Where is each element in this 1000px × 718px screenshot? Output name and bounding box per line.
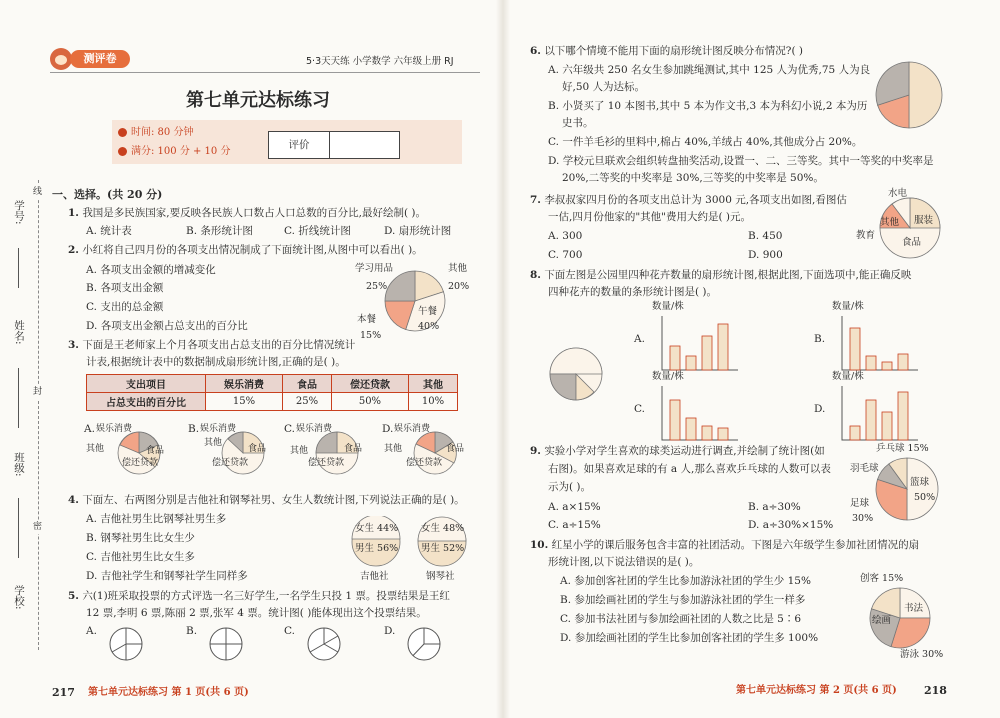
q2-label-breakfast: 本餐 bbox=[357, 314, 377, 325]
option-d[interactable]: D. 900 bbox=[748, 249, 783, 261]
option-a[interactable]: A. a×15% bbox=[548, 501, 601, 513]
guitar-girl-label: 女生 44% bbox=[355, 523, 399, 534]
margin-rule bbox=[18, 248, 19, 288]
option-a[interactable]: A. 六年级共 250 名女生参加跳绳测试,其中 125 人为优秀,75 人为良 bbox=[548, 64, 871, 76]
header-rule bbox=[50, 72, 480, 73]
option-letter: C. bbox=[634, 403, 645, 415]
q10-label-calligraphy: 书法 bbox=[904, 603, 924, 614]
clock-icon bbox=[118, 128, 127, 137]
table-cell: 25% bbox=[282, 393, 331, 411]
table-header: 食品 bbox=[282, 375, 331, 393]
option-b[interactable]: B. 450 bbox=[748, 230, 783, 242]
option-d[interactable]: D. 学校元旦联欢会组织转盘抽奖活动,设置一、二、三等奖。其中一等奖的中奖率是 bbox=[548, 155, 934, 167]
bar bbox=[882, 412, 892, 440]
page-title: 第七单元达标练习 bbox=[186, 90, 330, 111]
option-b[interactable]: B. 条形统计图 bbox=[186, 225, 253, 237]
option-a-line2: 好,50 人为达标。 bbox=[562, 81, 646, 93]
table-header: 其他 bbox=[408, 375, 457, 393]
option-letter: B. bbox=[814, 333, 826, 345]
q9-label-basketball: 篮球 bbox=[910, 477, 930, 488]
q3-option-a[interactable]: A. 娱乐消费 其他 食品 偿还贷款 bbox=[82, 420, 182, 478]
q7-label-food: 食品 bbox=[902, 237, 922, 248]
y-axis-label: 数量/株 bbox=[832, 301, 864, 312]
piano-club-label: 钢琴社 bbox=[426, 571, 455, 582]
mascot-icon bbox=[50, 48, 72, 70]
option-letter: D. bbox=[814, 403, 826, 415]
table-cell: 10% bbox=[408, 393, 457, 411]
option-c[interactable]: C. 吉他社男生比女生多 bbox=[86, 551, 195, 563]
margin-feng: 封 bbox=[33, 387, 43, 397]
footer-right-text: 第七单元达标练习 第 2 页(共 6 页) bbox=[736, 685, 897, 696]
option-b[interactable]: B. 各项支出金额 bbox=[86, 282, 164, 294]
guitar-boy-label: 男生 56% bbox=[355, 543, 399, 554]
q9-label-football-pct: 30% bbox=[852, 513, 874, 524]
table-header: 娱乐消费 bbox=[206, 375, 283, 393]
q9-label-basketball-pct: 50% bbox=[914, 492, 936, 503]
q10-label-painting: 绘画 bbox=[872, 615, 892, 626]
option-c[interactable]: C. 一件羊毛衫的里料中,棉占 40%,羊绒占 40%,其他成分占 20%。 bbox=[548, 136, 863, 148]
q9-label-pingpong: 乒乓球 15% bbox=[876, 443, 929, 454]
question-9-line2: 右图)。如果喜欢足球的有 a 人,那么喜欢乒乓球的人数可以表 bbox=[548, 463, 831, 475]
bar-chart bbox=[840, 386, 920, 442]
question-9: 9. 实验小学对学生喜欢的球类运动进行调查,并绘制了统计图(如 bbox=[530, 445, 825, 457]
q3-option-d[interactable]: D. 娱乐消费 其他 食品 偿还贷款 bbox=[380, 420, 480, 478]
table-row-label: 占总支出的百分比 bbox=[87, 393, 206, 411]
option-a[interactable]: A. 统计表 bbox=[86, 225, 132, 237]
question-10: 10. 红星小学的课后服务包含丰富的社团活动。下图是六年级学生参加社团情况的扇 bbox=[530, 539, 920, 551]
bar bbox=[702, 336, 712, 370]
bar bbox=[898, 354, 908, 370]
full-score: 满分: 100 分 + 10 分 bbox=[131, 146, 231, 157]
bar bbox=[866, 356, 876, 370]
question-5: 5. 六(1)班采取投票的方式评选一名三好学生,一名学生只投 1 票。投票结果是王红 bbox=[68, 590, 450, 602]
table-cell: 50% bbox=[331, 393, 408, 411]
bar bbox=[898, 392, 908, 440]
question-4: 4. 下面左、右两图分别是吉他社和钢琴社男、女生人数统计图,下列说法正确的是( )。 bbox=[68, 494, 465, 506]
option-a[interactable]: A. 参加创客社团的学生比参加游泳社团的学生少 15% bbox=[560, 575, 811, 587]
series-label: 5·3天天练 小学数学 六年级上册 RJ bbox=[306, 56, 454, 67]
q5-option-d[interactable]: D. bbox=[384, 624, 464, 664]
test-badge: 测评卷 bbox=[70, 50, 130, 68]
option-b[interactable]: B. 小贤买了 10 本图书,其中 5 本为作文书,3 本为科幻小说,2 本为历 bbox=[548, 100, 868, 112]
q8-option-c[interactable] bbox=[620, 371, 740, 442]
piano-girl-label: 女生 48% bbox=[421, 523, 465, 534]
bar bbox=[850, 426, 860, 440]
margin-rule bbox=[18, 368, 19, 428]
q9-label-football: 足球 bbox=[850, 498, 870, 509]
eval-label: 评价 bbox=[269, 132, 330, 158]
q9-label-badminton: 羽毛球 bbox=[850, 463, 879, 474]
q2-label-other-pct: 20% bbox=[448, 281, 470, 292]
q2-label-lunch-pct: 40% bbox=[418, 321, 440, 332]
y-axis-label: 数量/株 bbox=[652, 301, 684, 312]
option-d[interactable]: D. 参加绘画社团的学生比参加创客社团的学生多 100% bbox=[560, 632, 819, 644]
option-d[interactable]: D. 各项支出金额占总支出的百分比 bbox=[86, 320, 248, 332]
q5-option-c[interactable]: C. bbox=[284, 624, 364, 664]
option-d[interactable]: D. a÷30%×15% bbox=[748, 519, 834, 531]
option-a[interactable]: A. 吉他社男生比钢琴社男生多 bbox=[86, 513, 227, 525]
q8-option-a[interactable] bbox=[620, 301, 740, 372]
question-8: 8. 下面左图是公园里四种花卉数量的扇形统计图,根据此图,下面选项中,能正确反映 bbox=[530, 269, 912, 281]
q3-option-b[interactable]: B. 娱乐消费 其他 食品 偿还贷款 bbox=[186, 420, 286, 478]
evaluation-box[interactable] bbox=[268, 131, 400, 159]
page-number-left: 217 bbox=[52, 686, 75, 699]
q2-label-breakfast-pct: 15% bbox=[360, 330, 382, 341]
question-5-line2: 12 票,李明 6 票,陈丽 2 票,张军 4 票。统计图( )能体现出这个投票结果。 bbox=[86, 607, 427, 619]
option-b-line2: 史书。 bbox=[562, 117, 594, 129]
option-c[interactable]: C. a÷15% bbox=[548, 519, 601, 531]
q9-pie-chart bbox=[874, 456, 940, 522]
option-b[interactable]: B. 参加绘画社团的学生与参加游泳社团的学生一样多 bbox=[560, 594, 806, 606]
table-row bbox=[87, 393, 458, 411]
expense-table bbox=[86, 374, 458, 411]
q7-label-clothing: 服装 bbox=[914, 215, 934, 226]
option-d[interactable]: D. 扇形统计图 bbox=[384, 225, 452, 237]
table-cell: 15% bbox=[206, 393, 283, 411]
pie-slice-study bbox=[385, 271, 415, 301]
y-axis-label: 数量/株 bbox=[832, 371, 864, 382]
question-10-line2: 形统计图,以下说法错误的是( )。 bbox=[548, 556, 700, 568]
question-9-line3: 示为( )。 bbox=[548, 481, 592, 493]
bar bbox=[718, 428, 728, 440]
bar-chart bbox=[660, 316, 740, 372]
option-d-line2: 20%,二等奖的中奖率是 30%,三等奖的中奖率是 50%。 bbox=[562, 172, 824, 184]
bar bbox=[686, 418, 696, 440]
bar bbox=[866, 400, 876, 440]
bar bbox=[882, 362, 892, 370]
option-d[interactable]: D. 吉他社学生和钢琴社学生同样多 bbox=[86, 570, 248, 582]
y-axis-label: 数量/株 bbox=[652, 371, 684, 382]
margin-rule bbox=[18, 498, 19, 558]
question-1: 1. 我国是多民族国家,要反映各民族人口数占人口总数的百分比,最好绘制( )。 bbox=[68, 207, 427, 219]
q2-label-other: 其他 bbox=[448, 263, 468, 274]
bar bbox=[702, 426, 712, 440]
q8-option-b[interactable] bbox=[800, 301, 920, 372]
q8-pie-chart bbox=[548, 346, 604, 402]
question-3-line2: 计表,根据统计表中的数据制成扇形统计图,正确的是( )。 bbox=[86, 356, 346, 368]
option-c[interactable]: C. 折线统计图 bbox=[284, 225, 351, 237]
score-icon bbox=[118, 147, 127, 156]
question-7-line2: 一估,四月份他家的"其他"费用大约是( )元。 bbox=[548, 211, 752, 223]
q2-label-study: 学习用品 bbox=[355, 263, 394, 274]
margin-name: 姓名: bbox=[13, 320, 25, 345]
table-header: 偿还贷款 bbox=[331, 375, 408, 393]
margin-xian: 线 bbox=[33, 187, 43, 197]
q2-label-study-pct: 25% bbox=[366, 281, 388, 292]
q7-label-other: 其他 bbox=[880, 217, 900, 228]
piano-boy-label: 男生 52% bbox=[421, 543, 465, 554]
q5-option-b[interactable]: B. bbox=[186, 624, 266, 664]
q6-pie-chart bbox=[874, 60, 944, 130]
q7-label-education: 教育 bbox=[856, 230, 876, 241]
bar bbox=[670, 346, 680, 370]
bar bbox=[670, 400, 680, 440]
table-header-row bbox=[87, 375, 458, 393]
q2-label-lunch: 午餐 bbox=[418, 306, 438, 317]
q5-option-a[interactable]: A. bbox=[86, 624, 166, 664]
cut-line bbox=[38, 180, 39, 650]
option-b[interactable]: B. a÷30% bbox=[748, 501, 801, 513]
option-a[interactable]: A. 各项支出金额的增减变化 bbox=[86, 264, 216, 276]
option-c[interactable]: C. 支出的总金额 bbox=[86, 301, 164, 313]
q10-label-swimming: 游泳 30% bbox=[900, 649, 944, 660]
option-letter: A. bbox=[634, 333, 645, 345]
page-gutter bbox=[496, 0, 510, 718]
bar-chart bbox=[660, 386, 740, 442]
option-c[interactable]: C. 700 bbox=[548, 249, 583, 261]
question-6: 6. 以下哪个情境不能用下面的扇形统计图反映分布情况?( ) bbox=[530, 45, 803, 57]
margin-class: 班级: bbox=[13, 452, 25, 477]
bar bbox=[850, 328, 860, 370]
bar bbox=[718, 324, 728, 370]
question-2: 2. 小红将自己四月份的各项支出情况制成了下面统计图,从图中可以看出( )。 bbox=[68, 244, 423, 256]
page-number-right: 218 bbox=[924, 684, 947, 697]
bar-chart bbox=[840, 316, 920, 372]
bar bbox=[686, 356, 696, 370]
guitar-club-label: 吉他社 bbox=[360, 571, 389, 582]
question-8-line2: 四种花卉的数量的条形统计图是( )。 bbox=[548, 286, 718, 298]
option-c[interactable]: C. 参加书法社团与参加绘画社团的人数之比是 5∶6 bbox=[560, 613, 802, 625]
q8-option-d[interactable] bbox=[800, 371, 920, 442]
margin-student-id: 学号: bbox=[13, 200, 25, 225]
q10-label-maker: 创客 15% bbox=[860, 573, 904, 584]
table-header: 支出项目 bbox=[87, 375, 206, 393]
option-b[interactable]: B. 钢琴社男生比女生少 bbox=[86, 532, 195, 544]
time-limit: 时间: 80 分钟 bbox=[131, 127, 194, 138]
q7-label-utility: 水电 bbox=[888, 188, 908, 199]
footer-left-text: 第七单元达标练习 第 1 页(共 6 页) bbox=[88, 687, 249, 698]
section-title: 一、选择。(共 20 分) bbox=[52, 188, 163, 201]
q3-option-c[interactable]: C. 娱乐消费 食品 其他 偿还贷款 bbox=[282, 420, 382, 478]
margin-mi: 密 bbox=[33, 522, 43, 532]
question-3: 3. 下面是王老师家上个月各项支出占总支出的百分比情况统计 bbox=[68, 339, 356, 351]
margin-school: 学校: bbox=[13, 585, 25, 610]
option-a[interactable]: A. 300 bbox=[548, 230, 583, 242]
question-7: 7. 李叔叔家四月份的各项支出总计为 3000 元,各项支出如图,看图估 bbox=[530, 194, 847, 206]
